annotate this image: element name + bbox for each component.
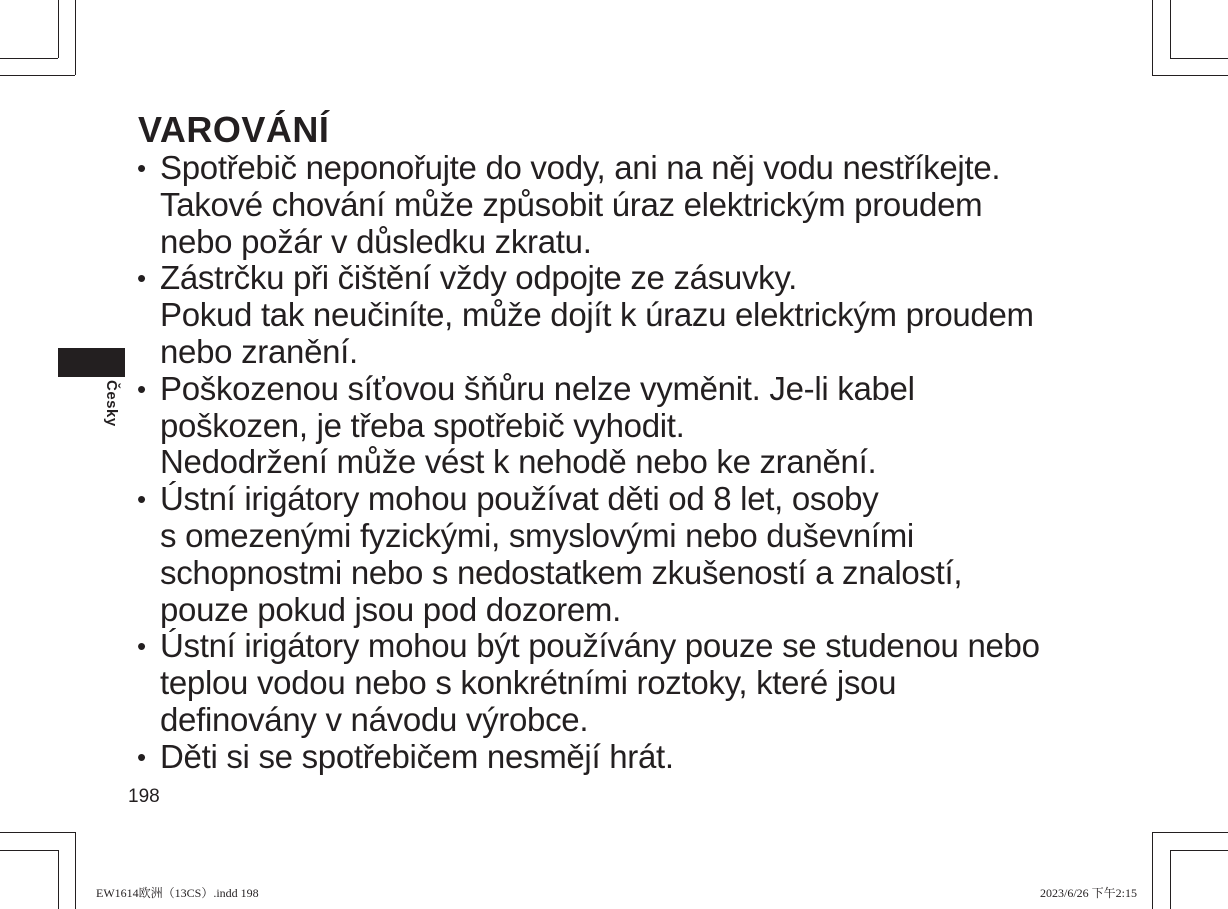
crop-mark — [0, 75, 75, 76]
crop-mark — [1170, 850, 1228, 851]
warning-text-line: Takové chování může způsobit úraz elektrickým proudem — [160, 185, 983, 223]
warning-item — [137, 371, 1137, 481]
language-tab — [58, 348, 125, 377]
language-tab-label: Česky — [103, 380, 120, 427]
warning-text-line: Ústní irigátory mohou být používány pouze se studenou nebo — [160, 627, 1040, 665]
warning-item — [137, 150, 1137, 260]
warning-text-line: Spotřebič neponořujte do vody, ani na něj vodu nestříkejte. — [160, 149, 1001, 186]
crop-mark — [1152, 832, 1228, 833]
warning-text-line: nebo zranění. — [160, 332, 358, 370]
bullet-icon: • — [137, 484, 146, 515]
crop-mark — [58, 850, 59, 909]
warning-list — [137, 150, 1137, 776]
crop-mark — [1170, 850, 1171, 909]
crop-mark — [0, 850, 58, 851]
warning-text-line: poškozen, je třeba spotřebič vyhodit. — [160, 406, 685, 444]
crop-mark — [1170, 58, 1228, 59]
warning-text-line: teplou vodou nebo s konkrétními roztoky, které jsou — [160, 664, 897, 702]
crop-mark — [58, 0, 59, 58]
bullet-icon: • — [137, 263, 146, 294]
warning-text-line: schopnostmi nebo s nedostatkem zkušeností a znalostí, — [160, 553, 963, 591]
crop-mark — [1170, 0, 1171, 58]
warning-text-line: s omezenými fyzickými, smyslovými nebo duševními — [160, 516, 914, 554]
warning-text-line: Nedodržení může vést k nehodě nebo ke zranění. — [160, 443, 877, 481]
crop-mark — [1152, 75, 1228, 76]
bullet-icon: • — [137, 631, 146, 662]
warning-text-line: Poškozenou síťovou šňůru nelze vyměnit. Je-li kabel — [160, 369, 915, 407]
bullet-icon: • — [137, 373, 146, 404]
warning-text-line: nebo požár v důsledku zkratu. — [160, 222, 592, 260]
crop-mark — [75, 0, 76, 75]
warning-item — [137, 739, 1137, 776]
warning-text-line: Pokud tak neučiníte, může dojít k úrazu elektrickým proudem — [160, 296, 1034, 334]
footer-file-name: EW1614欧洲（13CS）.indd 198 — [96, 886, 259, 900]
crop-mark — [1152, 0, 1153, 75]
crop-mark — [0, 58, 58, 59]
warning-item — [137, 481, 1137, 628]
warning-text-line: pouze pokud jsou pod dozorem. — [160, 590, 621, 628]
crop-mark — [1152, 832, 1153, 909]
warning-item — [137, 628, 1137, 738]
crop-mark — [0, 832, 75, 833]
bullet-icon: • — [137, 741, 146, 772]
warning-heading: VAROVÁNÍ — [138, 109, 330, 150]
warning-text-line: Ústní irigátory mohou používat děti od 8 let, osoby — [160, 480, 879, 518]
warning-text-line: Zástrčku při čištění vždy odpojte ze zásuvky. — [160, 259, 797, 297]
page-number: 198 — [128, 786, 160, 807]
bullet-icon: • — [137, 153, 146, 183]
footer-timestamp: 2023/6/26 下午2:15 — [1040, 886, 1138, 900]
warning-text-line: definovány v návodu výrobce. — [160, 700, 589, 738]
warning-item — [137, 260, 1137, 370]
warning-text-line: Děti si se spotřebičem nesmějí hrát. — [160, 737, 674, 775]
crop-mark — [75, 832, 76, 909]
